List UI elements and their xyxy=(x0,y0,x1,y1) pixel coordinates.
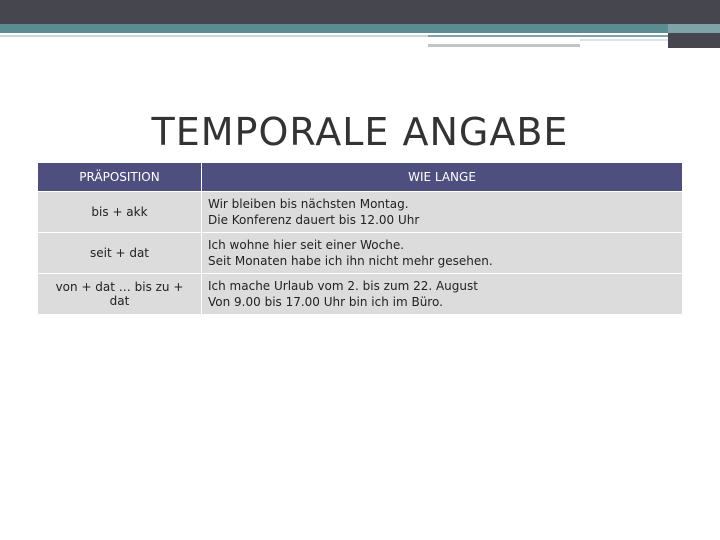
top-bar-dark xyxy=(0,0,720,24)
decor-line xyxy=(0,35,428,37)
example-line: Ich mache Urlaub vom 2. bis zum 22. August xyxy=(208,279,478,293)
decor-line xyxy=(580,39,668,41)
example-cell xyxy=(202,233,683,274)
header-wie-lange: WIE LANGE xyxy=(202,163,683,192)
preposition-cell: von + dat … bis zu + dat xyxy=(38,274,202,315)
decor-line xyxy=(428,35,668,37)
top-bar-teal-corner xyxy=(668,24,720,33)
table-row xyxy=(38,274,683,315)
preposition-cell: bis + akk xyxy=(38,192,202,233)
preposition-table xyxy=(37,162,683,315)
example-cell xyxy=(202,192,683,233)
example-line: Von 9.00 bis 17.00 Uhr bin ich im Büro. xyxy=(208,295,443,309)
header-preposition: PRÄPOSITION xyxy=(38,163,202,192)
example-line: Die Konferenz dauert bis 12.00 Uhr xyxy=(208,213,420,227)
example-line: Wir bleiben bis nächsten Montag. xyxy=(208,197,409,211)
preposition-cell: seit + dat xyxy=(38,233,202,274)
example-line: Ich wohne hier seit einer Woche. xyxy=(208,238,405,252)
table-header-row xyxy=(38,163,683,192)
example-cell xyxy=(202,274,683,315)
top-bar-teal xyxy=(0,24,668,33)
example-line: Seit Monaten habe ich ihn nicht mehr gesehen. xyxy=(208,254,493,268)
table-row xyxy=(38,192,683,233)
decor-line xyxy=(428,44,580,47)
slide-title: TEMPORALE ANGABE xyxy=(151,110,569,154)
table-row xyxy=(38,233,683,274)
